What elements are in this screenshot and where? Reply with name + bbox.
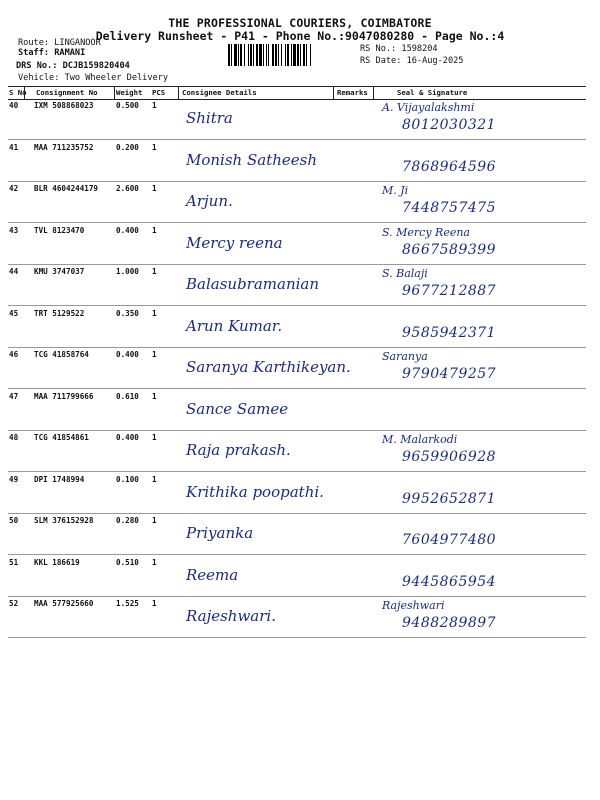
table-row [8,224,586,265]
row-consignee-name: Saranya Karthikeyan. [186,358,351,376]
barcode-bar [278,44,279,66]
row-weight: 1.525 [116,599,139,608]
signature-phone: 7604977480 [402,532,497,548]
row-pcs: 1 [152,433,157,442]
signature-name: S. Mercy Reena [382,225,470,239]
col-header-consignee: Consignee Details [182,88,257,97]
row-pcs: 1 [152,308,157,318]
row-weight: 0.280 [116,516,139,525]
row-signature [376,226,586,264]
barcode-bar [253,44,254,66]
table-row [8,597,586,638]
signature-name: Saranya [382,350,428,363]
row-pcs: 1 [152,391,157,401]
table-row [8,431,586,472]
rs-date: RS Date: 16-Aug-2025 [360,56,464,66]
row-weight: 0.610 [116,391,139,401]
row-consignee-name: Shitra [186,109,233,127]
signature-name: Rajeshwari [382,599,445,612]
row-weight: 0.100 [116,474,139,484]
row-sno: 43 [9,225,19,235]
row-signature [376,101,586,139]
row-pcs: 1 [152,557,157,567]
row-consignment-no: KKL 186619 [34,557,80,567]
barcode-bar [268,44,269,66]
barcode-bar [244,44,245,66]
barcode-bar [275,44,277,66]
row-consignment-no: BLR 4604244179 [34,184,99,193]
row-sno: 51 [9,557,19,567]
row-consignee-name: Sance Samee [186,399,289,418]
col-header-remarks: Remarks [337,88,368,97]
col-header-seal: Seal & Signature [397,88,468,97]
row-pcs: 1 [152,225,157,235]
staff-label: Staff: RAMANI [18,48,86,58]
signature-phone: 9445865954 [402,573,497,590]
row-sno: 41 [9,142,19,152]
col-divider [114,86,115,99]
row-signature [376,475,586,513]
col-header-consignment: Consignment No [36,88,98,97]
barcode-bar [291,44,292,66]
row-consignment-no: MAA 711235752 [34,142,94,152]
barcode-bar [263,44,264,66]
row-sno: 45 [9,308,19,318]
row-consignee-name: Reema [186,565,239,584]
row-consignment-no: TCG 41854861 [34,433,89,442]
row-consignment-no: TVL 8123470 [34,225,85,235]
row-sno: 50 [9,516,19,525]
barcode-bar [250,44,252,66]
table-row [8,473,586,514]
row-weight: 0.510 [116,557,139,567]
barcode-bar [256,44,258,66]
row-consignee-name: Priyanka [186,524,254,542]
drs-label: DRS No.: DCJB159820404 [16,61,130,71]
col-header-pcs: PCS [152,88,166,97]
signature-name: A. Vijayalakshmi [382,101,475,114]
vehicle-label: Vehicle: Two Wheeler Delivery [18,73,169,83]
row-signature [376,558,586,596]
row-sno: 49 [9,474,19,484]
route-label: Route: LINGANOOR [18,38,101,48]
barcode-bar [266,44,267,66]
signature-phone: 9677212887 [402,283,497,299]
row-weight: 0.200 [116,142,139,152]
row-sno: 44 [9,267,19,276]
row-signature [376,350,586,388]
barcode-bar [281,44,282,66]
row-signature [376,392,586,430]
row-consignment-no: DPI 1748994 [34,474,85,484]
row-consignment-no: MAA 711799666 [34,391,94,401]
table-row [8,182,586,223]
row-consignment-no: TCG 41858764 [34,350,89,359]
row-consignee-name: Monish Satheesh [186,150,317,169]
table-row [8,99,586,140]
row-sno: 47 [9,391,19,401]
row-pcs: 1 [152,599,157,608]
row-pcs: 1 [152,184,157,193]
col-divider [333,86,334,99]
row-consignment-no: MAA 577925660 [34,599,94,608]
signature-phone: 7868964596 [402,158,497,175]
barcode-bar [303,44,305,66]
row-consignee-name: Raja prakash. [186,441,291,459]
row-signature [376,599,586,637]
col-divider [373,86,374,99]
row-signature [376,433,586,471]
row-signature [376,143,586,181]
signature-phone: 9585942371 [402,324,497,341]
barcode-bar [272,44,274,66]
barcode-bar [300,44,301,66]
signature-phone: 8667589399 [402,241,497,258]
table-row [8,390,586,431]
row-consignment-no: SLM 376152928 [34,516,94,525]
row-signature [376,184,586,222]
row-consignment-no: TRT 5129522 [34,308,85,318]
row-sno: 42 [9,184,19,193]
row-sno: 48 [9,433,19,442]
row-signature [376,516,586,554]
row-consignee-name: Arjun. [186,192,233,210]
signature-phone: 7448757475 [402,200,497,216]
col-divider [178,86,179,99]
row-weight: 2.600 [116,184,139,193]
signature-name: M. Malarkodi [382,433,458,446]
barcode-bar [287,44,289,66]
row-sno: 52 [9,599,19,608]
barcode-bar [228,44,230,66]
table-row [8,348,586,389]
row-consignment-no: IXM 508868023 [34,101,94,110]
table-row [8,307,586,348]
signature-phone: 9952652871 [402,490,497,507]
col-header-sno: S No [9,88,27,97]
row-weight: 0.400 [116,433,139,442]
row-consignee-name: Krithika poopathi. [186,482,324,501]
barcode-bar [238,44,239,66]
barcode-bar [297,44,299,66]
barcode-bar [293,44,296,66]
barcode-bar [248,44,249,66]
row-pcs: 1 [152,516,157,525]
row-weight: 0.400 [116,350,139,359]
signature-phone: 9790479257 [402,366,497,382]
barcode-bar [310,44,311,66]
signature-phone: 9659906928 [402,449,497,465]
rs-number: RS No.: 1598204 [360,44,438,54]
row-consignee-name: Mercy reena [186,233,283,252]
signature-name: S. Balaji [382,267,428,280]
signature-phone: 8012030321 [402,117,497,133]
table-row [8,265,586,306]
table-row [8,141,586,182]
row-signature [376,267,586,305]
barcode-bar [259,44,262,66]
signature-name: M. Ji [382,184,409,197]
row-consignee-name: Balasubramanian [186,275,320,293]
barcode-bar [231,44,232,66]
table-row [8,556,586,597]
row-consignee-name: Arun Kumar. [186,316,283,335]
barcode [228,44,354,66]
row-pcs: 1 [152,101,157,110]
row-pcs: 1 [152,474,157,484]
barcode-bar [285,44,286,66]
row-pcs: 1 [152,142,157,152]
row-weight: 0.400 [116,225,139,235]
row-weight: 1.000 [116,267,139,276]
row-weight: 0.500 [116,101,139,110]
row-consignment-no: KMU 3747037 [34,267,85,276]
row-signature [376,309,586,347]
row-divider [8,637,586,638]
barcode-bar [240,44,242,66]
col-header-weight: Weight [116,88,143,97]
runsheet-subtitle: Delivery Runsheet - P41 - Phone No.:9047080280 - Page No.:4 [95,29,505,43]
barcode-bar [234,44,237,66]
row-pcs: 1 [152,350,157,359]
barcode-bar [306,44,307,66]
table-top-border [8,86,586,87]
row-sno: 46 [9,350,19,359]
runsheet-title: THE PROFESSIONAL COURIERS, COIMBATORE [168,16,432,30]
signature-phone: 9488289897 [402,615,497,631]
row-sno: 40 [9,101,19,110]
row-weight: 0.350 [116,308,139,318]
table-row [8,514,586,555]
row-consignee-name: Rajeshwari. [186,607,276,625]
row-pcs: 1 [152,267,157,276]
